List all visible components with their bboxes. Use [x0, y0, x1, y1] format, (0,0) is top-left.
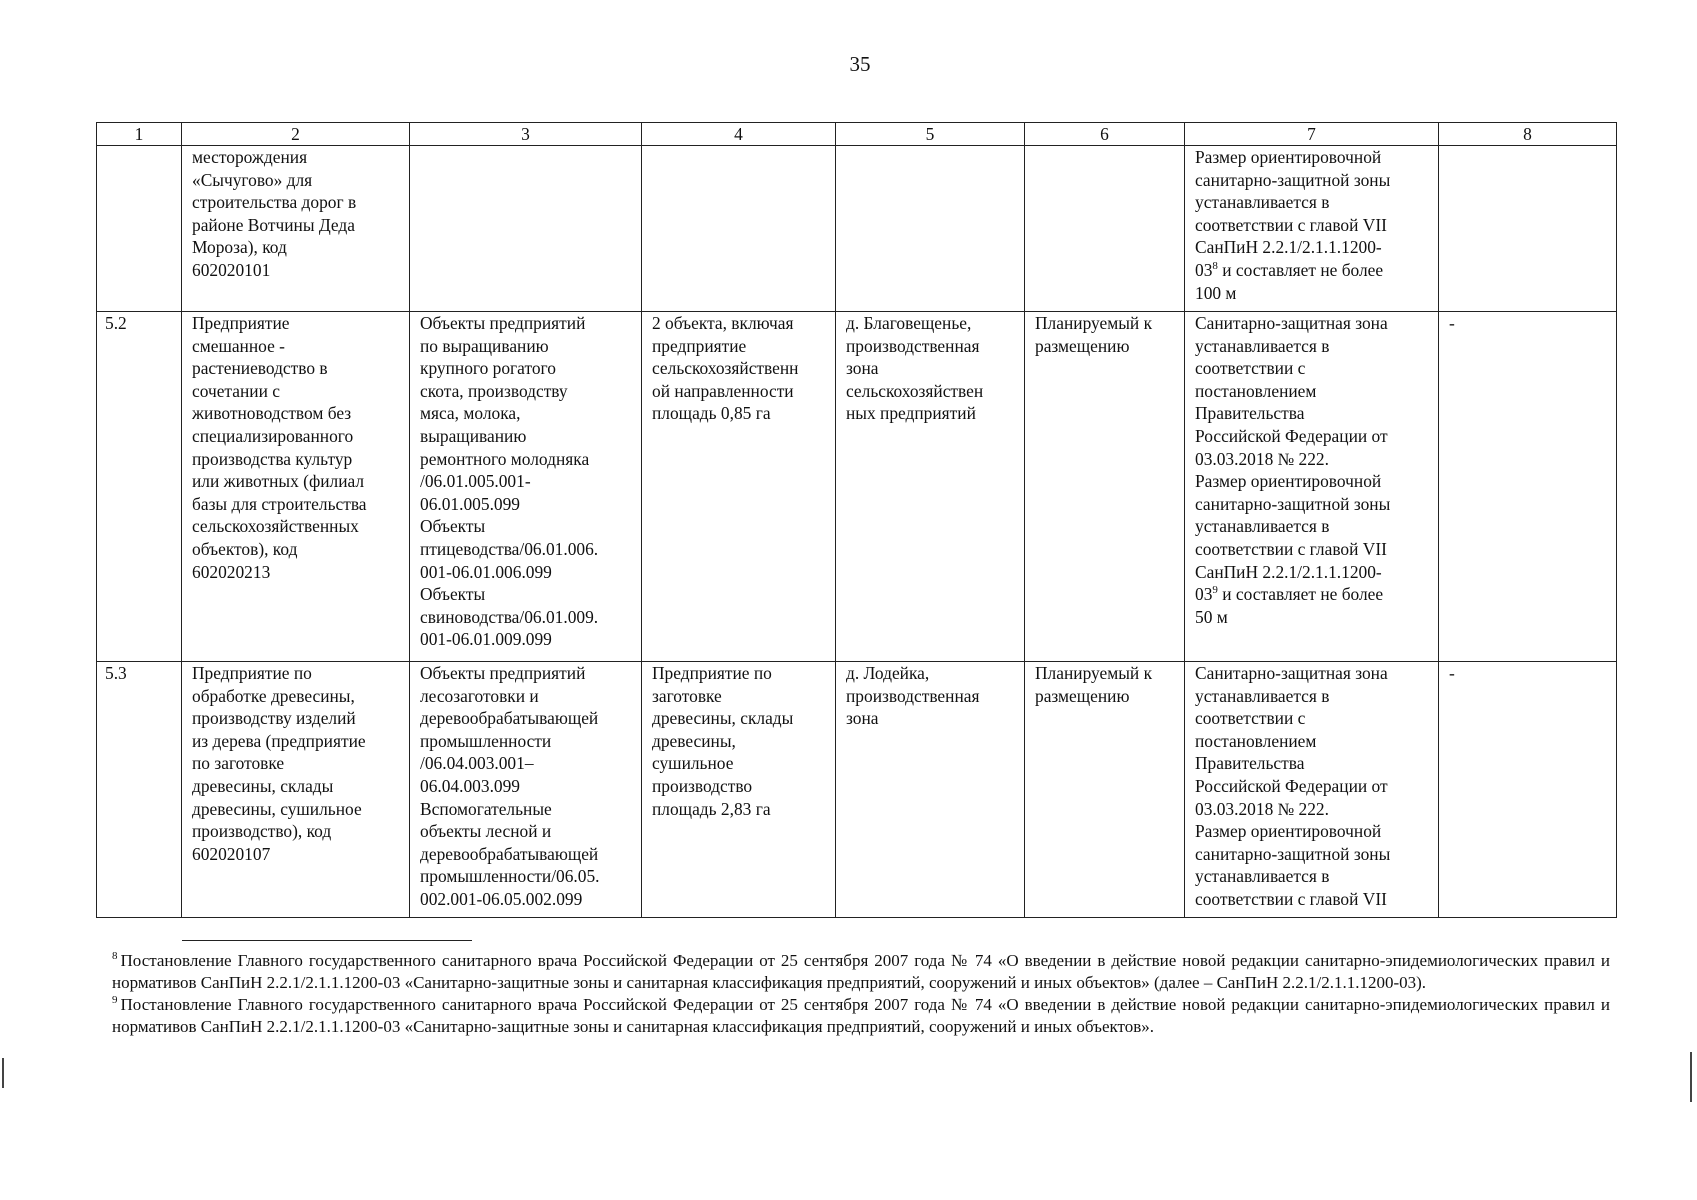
footnote-separator [182, 940, 472, 941]
object-name-cell: Предприятие смешанное - растениеводство в сочетании с животноводством без специализированного производства культур или животных (филиал базы для строительства сельскохозяйственных объектов), код 602020213 [182, 312, 410, 662]
notes-cell: - [1439, 662, 1617, 918]
status-cell [1025, 146, 1185, 312]
row-number-cell: 5.3 [97, 662, 182, 918]
footnote-8 [112, 950, 1610, 994]
footnote-ref: 9 [1212, 584, 1218, 597]
zone-text: Санитарно-защитная зона устанавливается в соответствии с постановлением Правительства Российской Федерации от 03.03.2018 № 222. Размер ориентировочной санитарно-защитной зоны устанавливается в соответствии с главой VII [1195, 663, 1391, 909]
scan-edge-mark [2, 1058, 4, 1088]
status-cell: Планируемый к размещению [1025, 312, 1185, 662]
row-number-cell: 5.2 [97, 312, 182, 662]
object-type-cell: Объекты предприятий по выращиванию крупного рогатого скота, производству мяса, молока, выращиванию ремонтного молодняка /06.01.005.001- 06.01.005.099 Объекты птицеводства/06.01.006. 001-06.01.006.099 Объекты свиноводства/06.01.009. 001-06.01.009.099 [410, 312, 642, 662]
table-row [97, 146, 1617, 312]
footnote-ref: 8 [1212, 259, 1218, 272]
object-type-cell [410, 146, 642, 312]
characteristics-cell: Предприятие по заготовке древесины, склады древесины, сушильное производство площадь 2,83 га [642, 662, 836, 918]
characteristics-cell [642, 146, 836, 312]
footnote-text: Постановление Главного государственного санитарного врача Российской Федерации от 25 сентября 2007 года № 74 «О введении в действие новой редакции санитарно-эпидемиологических правил и нормативов СанПиН 2.2.1/2.1.1.1200-03 «Санитарно-защитные зоны и санитарная классификация предприятий, сооружений и иных объектов» (далее – СанПиН 2.2.1/2.1.1.1200-03). [112, 951, 1610, 992]
column-header: 6 [1025, 123, 1185, 146]
column-header: 1 [97, 123, 182, 146]
location-cell: д. Лодейка, производственная зона [836, 662, 1025, 918]
zone-text-tail: и составляет не более 100 м [1195, 259, 1384, 303]
footnote-9 [112, 994, 1610, 1038]
object-name-cell: месторождения «Сычугово» для строительства дорог в районе Вотчины Деда Мороза), код 602020101 [182, 146, 410, 312]
footnote-text: Постановление Главного государственного санитарного врача Российской Федерации от 25 сентября 2007 года № 74 «О введении в действие новой редакции санитарно-эпидемиологических правил и нормативов СанПиН 2.2.1/2.1.1.1200-03 «Санитарно-защитные зоны и санитарная классификация предприятий, сооружений и иных объектов». [112, 995, 1610, 1036]
notes-cell [1439, 146, 1617, 312]
row-number-cell [97, 146, 182, 312]
zone-cell [1185, 312, 1439, 662]
column-header: 7 [1185, 123, 1439, 146]
footnotes [112, 950, 1610, 1038]
footnote-mark: 8 [112, 950, 118, 962]
column-header: 3 [410, 123, 642, 146]
table-row [97, 312, 1617, 662]
characteristics-cell: 2 объекта, включая предприятие сельскохозяйственн ой направленности площадь 0,85 га [642, 312, 836, 662]
column-header: 5 [836, 123, 1025, 146]
zone-text: Санитарно-защитная зона устанавливается в соответствии с постановлением Правительства Российской Федерации от 03.03.2018 № 222. Размер ориентировочной санитарно-защитной зоны устанавливается в соответствии с главой VII СанПиН 2.2.1/2.1.1.1200- 03 [1195, 313, 1391, 605]
location-cell [836, 146, 1025, 312]
status-cell: Планируемый к размещению [1025, 662, 1185, 918]
table-row [97, 662, 1617, 918]
scan-edge-mark [1690, 1052, 1692, 1102]
table-header-row [97, 123, 1617, 146]
notes-cell: - [1439, 312, 1617, 662]
zone-cell [1185, 146, 1439, 312]
object-type-cell: Объекты предприятий лесозаготовки и деревообрабатывающей промышленности /06.04.003.001– 06.04.003.099 Вспомогательные объекты лесной и деревообрабатывающей промышленности/06.05. 002.001-06.05.002.099 [410, 662, 642, 918]
column-header: 4 [642, 123, 836, 146]
column-header: 8 [1439, 123, 1617, 146]
object-name-cell: Предприятие по обработке древесины, производству изделий из дерева (предприятие по заготовке древесины, склады древесины, сушильное производство), код 602020107 [182, 662, 410, 918]
page-number: 35 [849, 52, 871, 76]
location-cell: д. Благовещенье, производственная зона сельскохозяйствен ных предприятий [836, 312, 1025, 662]
zone-cell [1185, 662, 1439, 918]
zone-text-tail: и составляет не более 50 м [1195, 584, 1384, 627]
zones-table [96, 122, 1617, 918]
zone-text: Размер ориентировочной санитарно-защитной зоны устанавливается в соответствии с главой VII СанПиН 2.2.1/2.1.1.1200- 03 [1195, 147, 1391, 280]
footnote-mark: 9 [112, 994, 118, 1006]
column-header: 2 [182, 123, 410, 146]
